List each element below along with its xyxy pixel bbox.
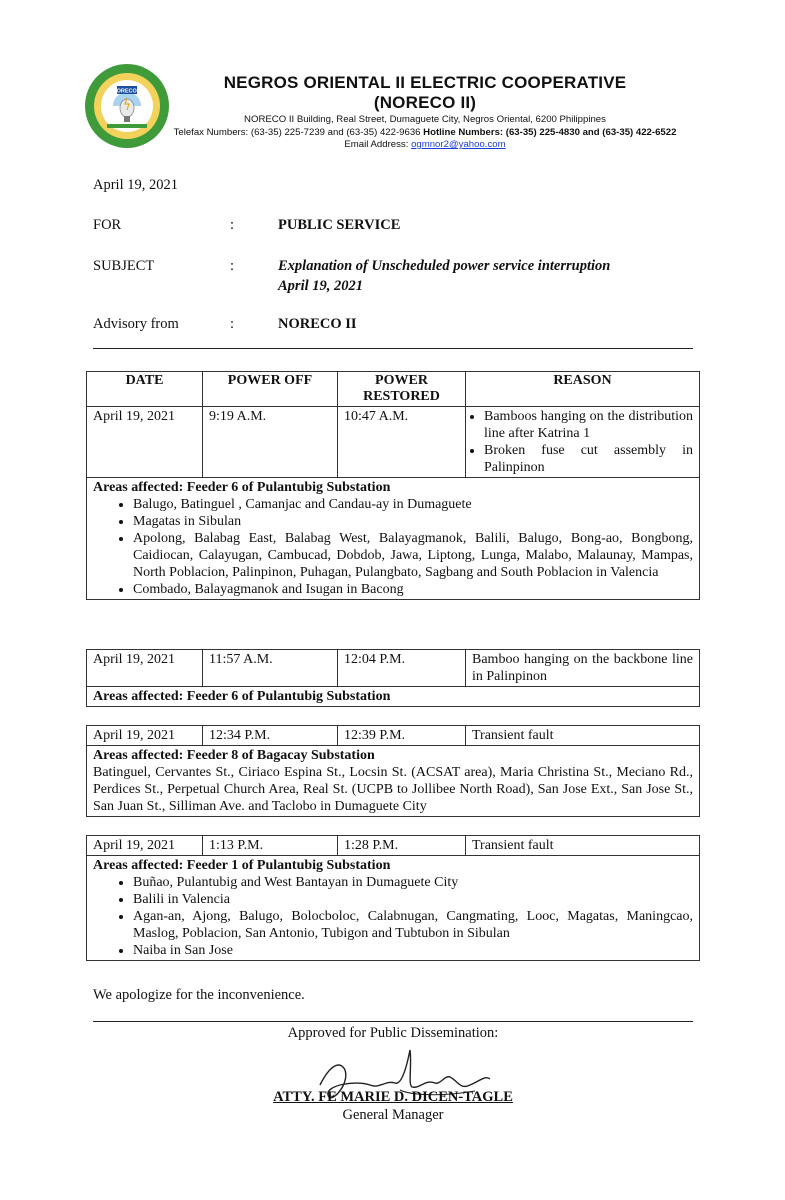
areas-cell — [87, 746, 700, 817]
signer-name: ATTY. FE MARIE D. DICEN-TAGLE — [273, 1089, 513, 1105]
areas-cell — [87, 856, 700, 961]
header-power-off: POWER OFF — [203, 372, 338, 407]
areas-title: Areas affected: Feeder 6 of Pulantubig Substation — [93, 480, 391, 495]
from-value: NORECO II — [278, 316, 357, 332]
from-colon: : — [230, 316, 235, 332]
org-name-line2: (NORECO II) — [373, 93, 477, 112]
header-power-restored-line1: POWER — [375, 373, 428, 388]
areas-row — [87, 478, 700, 600]
header-reason: REASON — [466, 372, 700, 407]
areas-list — [93, 874, 693, 959]
email-line — [110, 139, 740, 152]
row-date: April 19, 2021 — [87, 650, 203, 687]
table-row — [87, 407, 700, 478]
area-item: • Magatas in Sibulan — [133, 513, 693, 530]
areas-text: Batinguel, Cervantes St., Ciriaco Espina St., Locsin St. (ACSAT area), Maria Christina St., Meciano Rd., Perdices St., Perpetual Church Area, Real St. (UCPB to Jollibee North Road), San Jose Ext., San Jose St., San Juan St., Silliman Ave. and Taclobo in Dumaguete City — [93, 765, 693, 814]
header-divider — [93, 348, 693, 349]
subject-line1: Explanation of Unscheduled power service interruption — [278, 258, 611, 274]
areas-title: Areas affected: Feeder 8 of Bagacay Substation — [93, 748, 375, 763]
areas-title: Areas affected: Feeder 6 of Pulantubig Substation — [93, 689, 391, 704]
email-link[interactable]: ogmnor2@yahoo.com — [411, 139, 506, 150]
org-name-line1: NEGROS ORIENTAL II ELECTRIC COOPERATIVE — [223, 73, 627, 92]
row-power-off: 11:57 A.M. — [203, 650, 338, 687]
row-power-off: 1:13 P.M. — [203, 836, 338, 856]
reason-list — [472, 408, 693, 476]
subject-colon: : — [230, 258, 235, 274]
signer-title: General Manager — [342, 1107, 444, 1123]
area-item: • Agan-an, Ajong, Balugo, Bolocboloc, Calabnugan, Cangmating, Looc, Magatas, Maningcao, Maslog, Poblacion, San Antonio, Tubigon and Tubtubon in Sibulan — [133, 908, 693, 942]
logo-text: NORECO II — [112, 88, 142, 95]
address-line: NORECO II Building, Real Street, Dumaguete City, Negros Oriental, 6200 Philippines — [244, 114, 606, 125]
header-power-restored-line2: RESTORED — [363, 389, 440, 404]
area-item: • Apolong, Balabag East, Balabag West, Balayagmanok, Balili, Balugo, Bong-ao, Bongbong, Caidiocan, Calayugan, Cambucad, Dobdob, Jawa, Liptong, Lunga, Malabo, Malaunay, Mampas, North Poblacion, Palinpinon, Puhagan, Pulangbato, Sagbang and South Poblacion in Valencia — [133, 530, 693, 581]
areas-title: Areas affected: Feeder 1 of Pulantubig Substation — [93, 858, 391, 873]
table-header-row — [87, 372, 700, 407]
reason-item: • Bamboos hanging on the distribution line after Katrina 1 — [484, 408, 693, 442]
row-power-off: 9:19 A.M. — [203, 407, 338, 478]
areas-cell — [87, 687, 700, 707]
row-reason — [466, 407, 700, 478]
row-date: April 19, 2021 — [87, 836, 203, 856]
row-power-restored: 12:04 P.M. — [338, 650, 466, 687]
row-power-restored: 10:47 A.M. — [338, 407, 466, 478]
apology-text: We apologize for the inconvenience. — [93, 987, 305, 1003]
subject-label: SUBJECT — [93, 258, 155, 274]
areas-row — [87, 746, 700, 817]
email-label: Email Address: — [344, 139, 409, 150]
footer-divider — [93, 1021, 693, 1022]
signer-block — [93, 1088, 693, 1124]
organization-name — [140, 73, 710, 113]
row-power-off: 12:34 P.M. — [203, 726, 338, 746]
interruption-table-4 — [86, 835, 700, 961]
for-colon: : — [230, 217, 235, 233]
interruption-table-2 — [86, 649, 700, 707]
area-item: • Buñao, Pulantubig and West Bantayan in Dumaguete City — [133, 874, 693, 891]
areas-list — [93, 496, 693, 598]
approval-text: Approved for Public Dissemination: — [287, 1025, 499, 1041]
interruption-table-3 — [86, 725, 700, 817]
phone-line — [110, 127, 740, 140]
interruption-table-1 — [86, 371, 700, 600]
areas-row — [87, 856, 700, 961]
row-power-restored: 1:28 P.M. — [338, 836, 466, 856]
for-value: PUBLIC SERVICE — [278, 217, 401, 233]
areas-row — [87, 687, 700, 707]
row-date: April 19, 2021 — [87, 407, 203, 478]
area-item: • Naiba in San Jose — [133, 942, 693, 959]
area-item: • Balugo, Batinguel , Camanjac and Candau-ay in Dumaguete — [133, 496, 693, 513]
row-reason: Bamboo hanging on the backbone line in Palinpinon — [466, 650, 700, 687]
row-date: April 19, 2021 — [87, 726, 203, 746]
letterhead-contact — [110, 114, 740, 152]
subject-line2: April 19, 2021 — [278, 278, 363, 294]
header-date: DATE — [87, 372, 203, 407]
telefax-numbers: Telefax Numbers: (63-35) 225-7239 and (63-35) 422-9636 — [173, 126, 421, 138]
row-power-restored: 12:39 P.M. — [338, 726, 466, 746]
table-row — [87, 650, 700, 687]
header-power-restored — [338, 372, 466, 407]
subject-value — [278, 256, 610, 296]
area-item: • Balili in Valencia — [133, 891, 693, 908]
table-row — [87, 836, 700, 856]
advisory-date: April 19, 2021 — [93, 177, 178, 193]
table-row — [87, 726, 700, 746]
hotline-numbers: Hotline Numbers: (63-35) 225-4830 and (63-35) 422-6522 — [423, 126, 677, 138]
from-label: Advisory from — [93, 316, 179, 332]
row-reason: Transient fault — [466, 726, 700, 746]
row-reason: Transient fault — [466, 836, 700, 856]
reason-item: • Broken fuse cut assembly in Palinpinon — [484, 442, 693, 476]
areas-cell — [87, 478, 700, 600]
for-label: FOR — [93, 217, 122, 233]
area-item: • Combado, Balayagmanok and Isugan in Bacong — [133, 581, 693, 598]
